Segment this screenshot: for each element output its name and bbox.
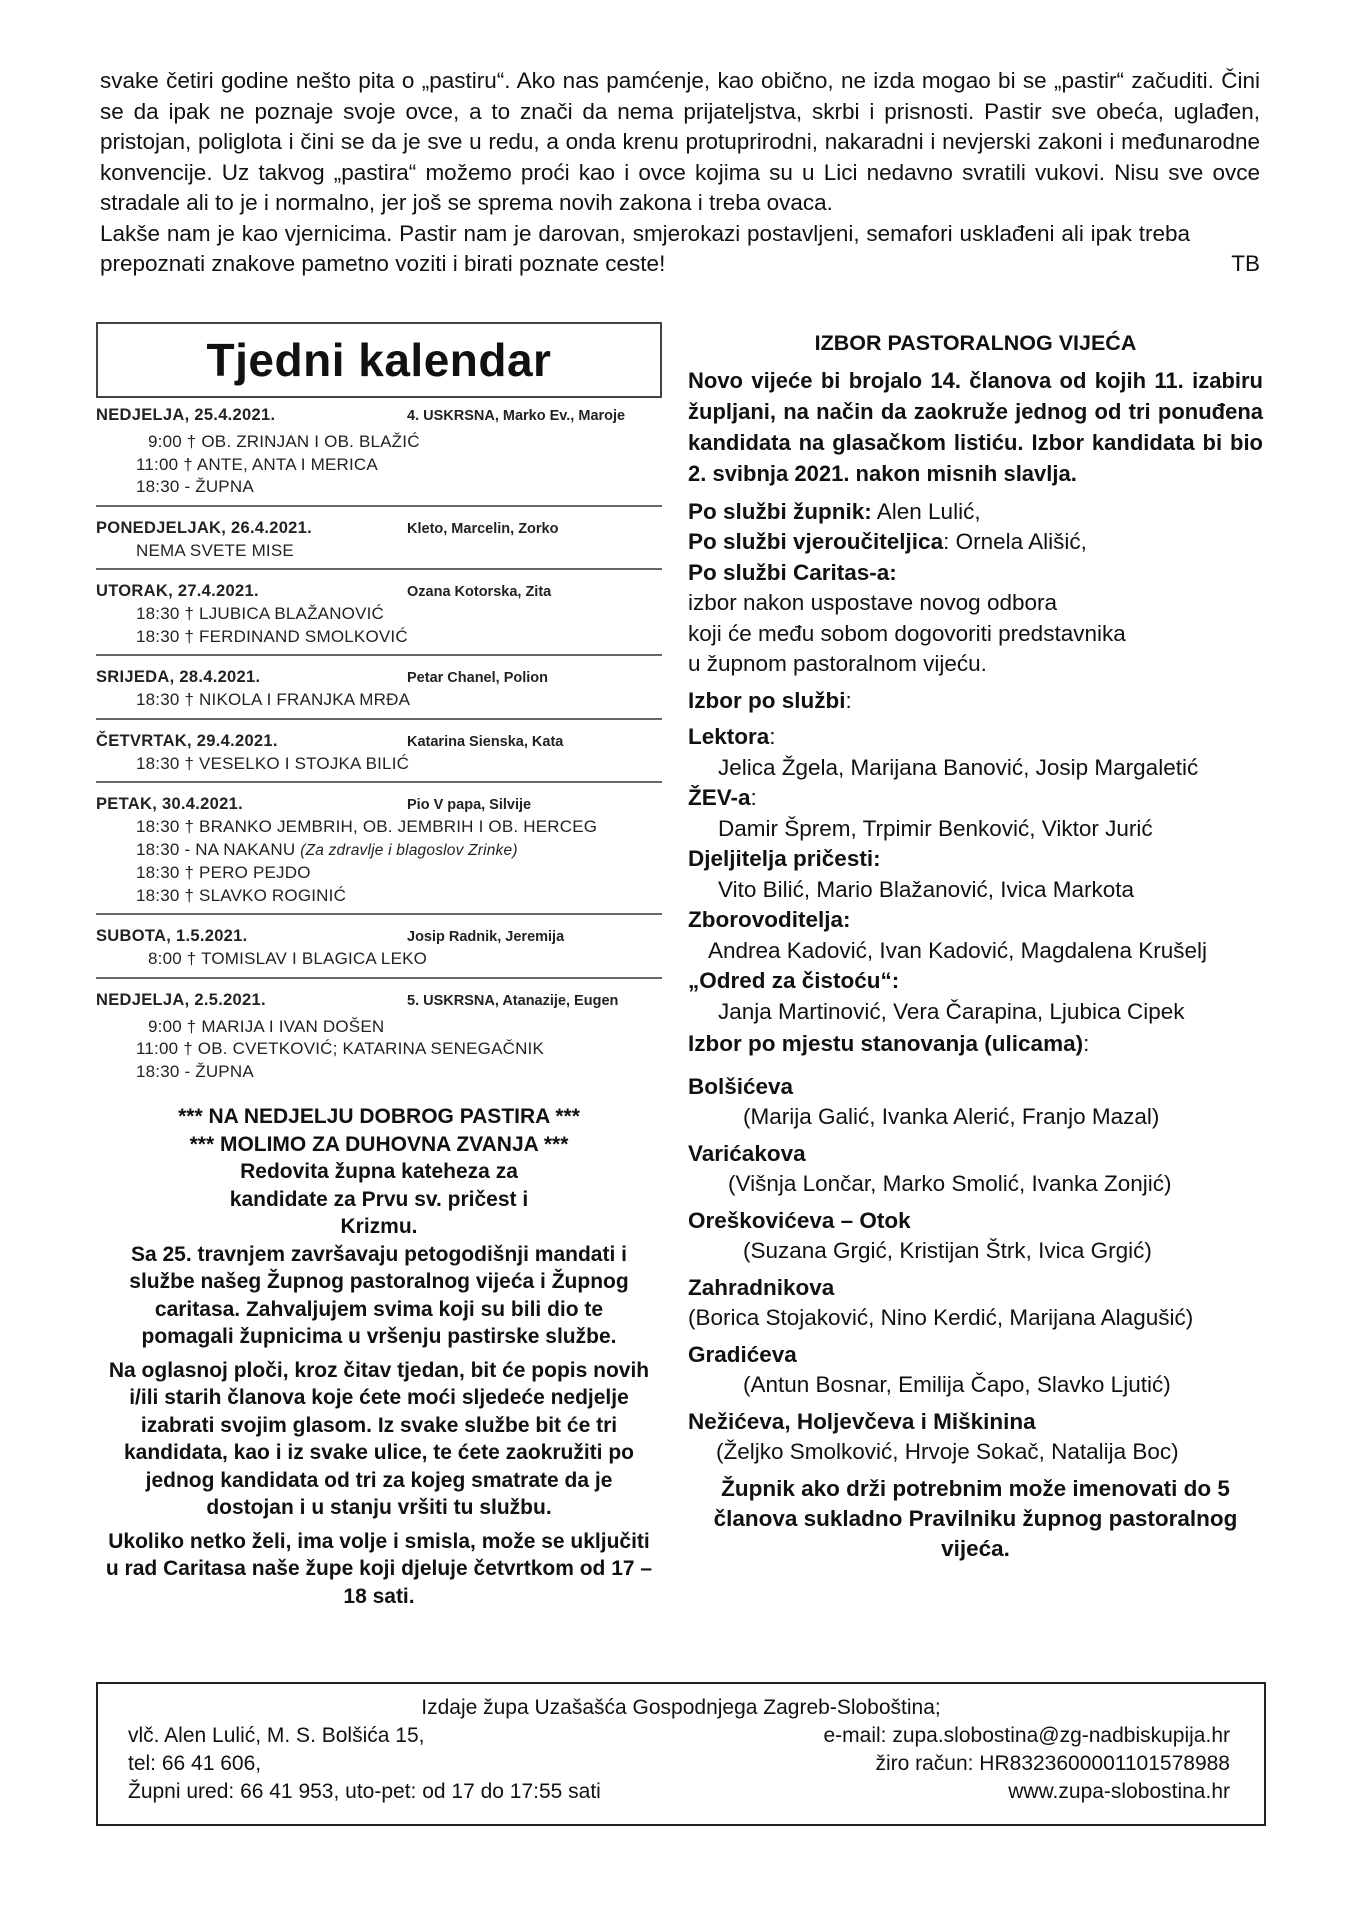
- communion-candidates: Vito Bilić, Mario Blažanović, Ivica Markota: [718, 876, 1134, 902]
- calendar-title: Tjedni kalendar: [206, 334, 552, 386]
- street-candidates: (Željko Smolković, Hrvoje Sokač, Natalija Boc): [716, 1439, 1179, 1464]
- calendar-day: [96, 404, 662, 507]
- street-candidates: (Borica Stojaković, Nino Kerdić, Marijana Alagušić): [688, 1305, 1194, 1330]
- day-date: ČETVRTAK, 29.4.2021.: [96, 731, 278, 750]
- footer-office: Župni ured: 66 41 953, uto-pet: od 17 do 17:55 sati: [128, 1780, 601, 1803]
- street-name: Bolšićeva: [688, 1073, 794, 1099]
- mass-entry: 18:30 † SLAVKO ROGINIĆ: [136, 885, 347, 905]
- announcement-catechesis: Redovita župna kateheza za kandidate za Prvu sv. pričest i Krizmu.: [229, 1160, 529, 1238]
- street-name: Oreškovićeva – Otok: [688, 1207, 911, 1233]
- intro-paragraph-2: Lakše nam je kao vjernicima. Pastir nam je darovan, smjerokazi postavljeni, semafori usklađeni ali ipak treba prepoznati znakove pametno voziti i birati poznate ceste!: [100, 220, 1190, 276]
- mass-entry: 18:30 - ŽUPNA: [136, 1061, 254, 1081]
- announcement-line-2: *** MOLIMO ZA DUHOVNA ZVANJA ***: [189, 1132, 569, 1156]
- street-candidates: (Marija Galić, Ivanka Alerić, Franjo Mazal): [743, 1104, 1160, 1129]
- colon: :: [845, 687, 852, 713]
- label: Po službi župnik:: [688, 498, 872, 524]
- calendar-day: [96, 580, 662, 656]
- day-date: SRIJEDA, 28.4.2021.: [96, 668, 261, 686]
- value: Alen Lulić,: [871, 498, 981, 524]
- label: Po službi vjeroučiteljica: [688, 529, 944, 554]
- day-saints: Pio V papa, Silvije: [407, 797, 532, 813]
- calendar-day: [96, 517, 662, 571]
- by-service-heading: [688, 686, 1263, 717]
- mass-entry: 18:30 † BRANKO JEMBRIH, OB. JEMBRIH I OB. HERCEG: [136, 817, 598, 836]
- day-saints: Josip Radnik, Jeremija: [407, 929, 565, 945]
- ex-officio-catechist: [688, 527, 1263, 558]
- communion-heading: Djeljitelja pričesti:: [688, 846, 881, 871]
- announcement-board: Na oglasnoj ploči, kroz čitav tjedan, bit će popis novih i/ili starih članova koje ćete moći sljedeće nedjelje izabrati svojim glasom. Iz svake službe bit će tri kandidata, kao i iz svake ulice, te ćete zaokružiti po jednog kandidata od tri za kojeg smatrate da je dostojan i u stanju vršiti tu službu.: [108, 1358, 650, 1519]
- value: : Ornela Ališić,: [943, 529, 1087, 554]
- street-candidates: (Antun Bosnar, Emilija Čapo, Slavko Ljutić): [743, 1372, 1171, 1397]
- mass-entry: 18:30 † VESELKO I STOJKA BILIĆ: [136, 753, 410, 773]
- day-saints: Ozana Kotorska, Zita: [407, 584, 552, 600]
- ex-officio-pastor: [688, 497, 1263, 528]
- colon: :: [750, 785, 757, 810]
- street-name: Gradićeva: [688, 1341, 797, 1367]
- footer-row: [98, 1778, 1264, 1806]
- street-candidates: (Suzana Grgić, Kristijan Štrk, Ivica Grgić): [743, 1238, 1152, 1263]
- day-date: PETAK, 30.4.2021.: [96, 795, 243, 813]
- footer-publisher: Izdaje župa Uzašašća Gospodnjega Zagreb-Sloboština;: [421, 1696, 941, 1719]
- day-saints: 4. USKRSNA, Marko Ev., Maroje: [407, 408, 626, 424]
- intro-paragraph-1: svake četiri godine nešto pita o „pastiru“. Ako nas pamćenje, kao obično, ne izda mogao bi se „pastir“ začuditi. Čini se da ipak ne poznaje svoje ovce, a to znači da nema prijateljstva, skrbi i prisnosti. Pastir sve obeća, uglađen, pristojan, poliglota i čini se da je sve u redu, a onda krenu protuprirodni, nakaradni i nevjerski zakoni i međunarodne konvencije. Uz takvog „pastira“ možemo proći kao i ovce kojima su u Lici nedavno svratili vukovi. Nisu sve ovce stradale ali to je i normalno, jer još se sprema novih zakona i treba ovaca.: [100, 68, 1260, 215]
- mass-entry: 18:30 † PERO PEJDO: [136, 863, 311, 882]
- footer-row: [98, 1750, 1264, 1778]
- council-heading: IZBOR PASTORALNOG VIJEĆA: [814, 331, 1137, 355]
- colon: :: [1083, 1031, 1090, 1056]
- calendar-day: [96, 666, 662, 720]
- mass-note: (Za zdravlje i blagoslov Zrinke): [300, 841, 518, 859]
- announcement-caritas: Ukoliko netko želi, ima volje i smisla, može se uključiti u rad Caritasa naše župe koji djeluje četvrtkom od 17 – 18 sati.: [105, 1529, 653, 1608]
- footer-tel: tel: 66 41 606,: [128, 1752, 262, 1775]
- footer: [96, 1682, 1266, 1826]
- mass-entry: 18:30 - ŽUPNA: [136, 477, 254, 496]
- mass-entry: 18:30 † LJUBICA BLAŽANOVIĆ: [136, 604, 385, 623]
- lectors-candidates: Jelica Žgela, Marijana Banović, Josip Margaletić: [718, 754, 1199, 780]
- announcement-line-1: *** NA NEDJELJU DOBROG PASTIRA ***: [178, 1105, 580, 1128]
- colon: :: [769, 724, 776, 749]
- street-name: Zahradnikova: [688, 1274, 835, 1300]
- day-date: PONEDJELJAK, 26.4.2021.: [96, 518, 313, 537]
- calendar-day: [96, 925, 662, 979]
- mass-entry: 8:00 † TOMISLAV I BLAGICA LEKO: [148, 949, 428, 968]
- footer-row: [98, 1722, 1264, 1750]
- footer-email[interactable]: e-mail: zupa.slobostina@zg-nadbiskupija.hr: [823, 1724, 1230, 1747]
- by-street-heading: [688, 1029, 1263, 1060]
- day-date: UTORAK, 27.4.2021.: [96, 582, 259, 600]
- mass-entry: NEMA SVETE MISE: [136, 540, 294, 560]
- calendar-day: [96, 989, 662, 1090]
- choir-heading: Zborovoditelja:: [688, 907, 851, 932]
- day-saints: Katarina Sienska, Kata: [407, 733, 564, 750]
- ex-officio-caritas-label: Po službi Caritas-a:: [688, 559, 897, 585]
- council-lead: Novo vijeće bi brojalo 14. članova od kojih 11. izabiru župljani, na način da zaokruže jednog od tri ponuđena kandidata na glasačkom listiću. Izbor kandidata bi bio 2. svibnja 2021. nakon misnih slavlja.: [688, 367, 1263, 486]
- council-section: [688, 328, 1263, 1586]
- announcement-mandates: Sa 25. travnjem završavaju petogodišnji mandati i službe našeg Župnog pastoralnog vijeća i Župnog caritasa. Zahvaljujem svima koji su bili dio te pomagali župnicima u vršenju pastirske službe.: [129, 1242, 629, 1348]
- caritas-line: izbor nakon uspostave novog odbora: [688, 590, 1058, 615]
- day-saints: Kleto, Marcelin, Zorko: [407, 520, 559, 537]
- intro-text: [100, 66, 1260, 280]
- announcements: [96, 1103, 662, 1610]
- mass-intention: 18:30 - NA NAKANU: [136, 839, 296, 859]
- caritas-line: koji će među sobom dogovoriti predstavnika: [688, 620, 1126, 646]
- mass-entry: [96, 839, 662, 863]
- day-date: SUBOTA, 1.5.2021.: [96, 927, 248, 945]
- zev-candidates: Damir Šprem, Trpimir Benković, Viktor Jurić: [718, 815, 1153, 841]
- street-candidates: (Višnja Lončar, Marko Smolić, Ivanka Zonjić): [728, 1171, 1172, 1196]
- footer-address: vlč. Alen Lulić, M. S. Bolšića 15,: [128, 1724, 425, 1747]
- mass-entry: 9:00 † MARIJA I IVAN DOŠEN: [148, 1016, 385, 1036]
- mass-entry: 18:30 † FERDINAND SMOLKOVIĆ: [136, 626, 408, 646]
- weekly-calendar: [96, 404, 662, 1089]
- signature: TB: [1231, 251, 1260, 276]
- day-saints: 5. USKRSNA, Atanazije, Eugen: [407, 992, 619, 1009]
- mass-entry: 9:00 † OB. ZRINJAN I OB. BLAŽIĆ: [148, 432, 420, 451]
- footer-web[interactable]: www.zupa-slobostina.hr: [1008, 1780, 1230, 1803]
- choir-candidates: Andrea Kadović, Ivan Kadović, Magdalena Krušelj: [708, 937, 1208, 963]
- council-closing: Župnik ako drži potrebnim može imenovati do 5 članova sukladno Pravilniku župnog pastoralnog vijeća.: [713, 1475, 1238, 1561]
- calendar-title-box: [96, 322, 662, 398]
- label: Izbor po mjestu stanovanja (ulicama): [688, 1031, 1084, 1056]
- cleaning-candidates: Janja Martinović, Vera Čarapina, Ljubica Cipek: [718, 998, 1185, 1024]
- mass-entry: 18:30 † NIKOLA I FRANJKA MRĐA: [136, 690, 411, 709]
- label: ŽEV-a: [688, 785, 751, 810]
- day-saints: Petar Chanel, Polion: [407, 670, 548, 686]
- mass-entry: 11:00 † OB. CVETKOVIĆ; KATARINA SENEGAČNIK: [136, 1039, 545, 1058]
- label: Lektora: [688, 724, 770, 749]
- day-date: NEDJELJA, 25.4.2021.: [96, 406, 276, 424]
- street-name: Varićakova: [688, 1140, 806, 1166]
- calendar-day: [96, 730, 662, 784]
- caritas-line: u župnom pastoralnom vijeću.: [688, 651, 987, 676]
- calendar-day: [96, 793, 662, 915]
- lectors-heading: [688, 722, 1263, 753]
- street-name: Nežićeva, Holjevčeva i Miškinina: [688, 1408, 1036, 1434]
- footer-account: žiro račun: HR8323600001101578988: [875, 1752, 1230, 1775]
- cleaning-heading: „Odred za čistoću“:: [688, 968, 900, 993]
- mass-entry: 11:00 † ANTE, ANTA I MERICA: [136, 454, 378, 474]
- day-date: NEDJELJA, 2.5.2021.: [96, 990, 266, 1009]
- label: Izbor po službi: [688, 687, 846, 713]
- zev-heading: [688, 783, 1263, 814]
